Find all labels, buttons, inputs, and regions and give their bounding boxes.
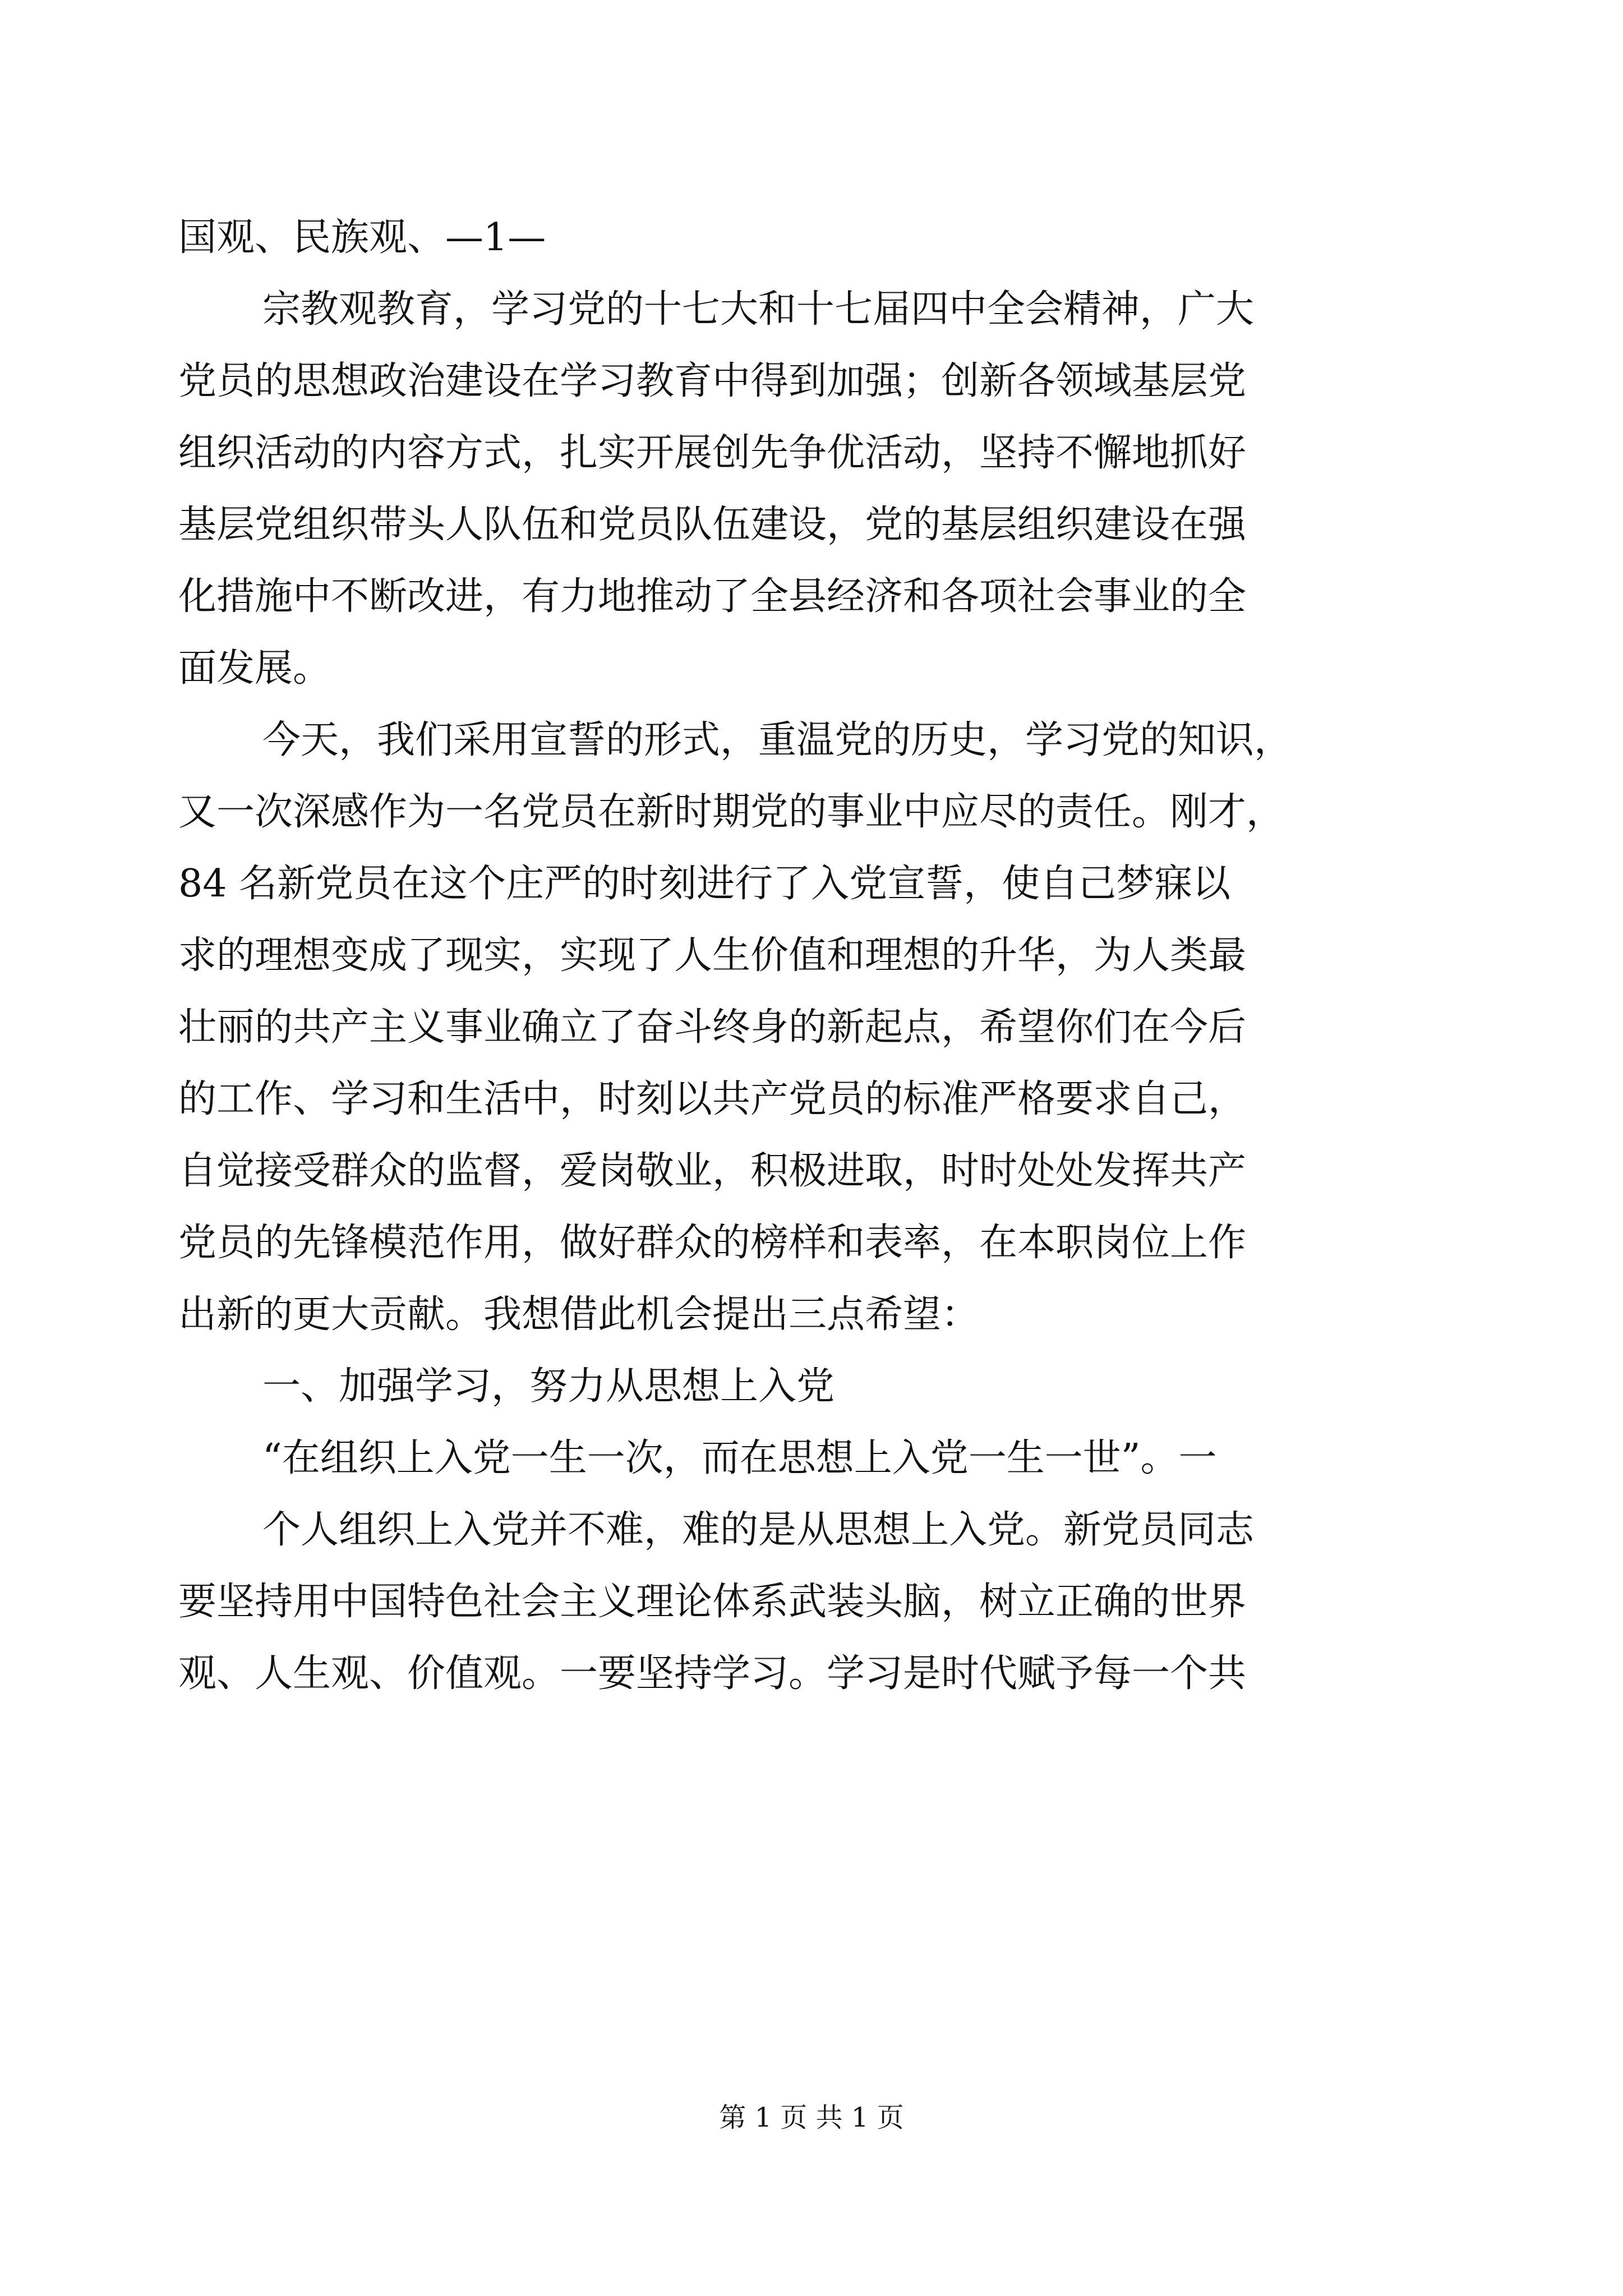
page-number: 第 1 页 共 1 页 (719, 2102, 904, 2133)
text-line: 组织活动的内容方式，扎实开展创先争优活动，坚持不懈地抓好 (178, 431, 1247, 475)
text-line: 自觉接受群众的监督，爱岗敬业，积极进取，时时处处发挥共产 (178, 1149, 1247, 1193)
text-line: 国观、民族观、—1— (178, 215, 546, 260)
section-heading: 一、加强学习，努力从思想上入党 (262, 1364, 835, 1409)
text-line: 党员的先锋模范作用，做好群众的榜样和表率，在本职岗位上作 (178, 1221, 1247, 1265)
text-line: 面发展。 (178, 646, 331, 691)
text-line: 党员的思想政治建设在学习教育中得到加强；创新各领域基层党 (178, 359, 1247, 403)
text-line: 的工作、学习和生活中，时刻以共产党员的标准严格要求自己， (178, 1077, 1247, 1121)
text-line: 基层党组织带头人队伍和党员队伍建设，党的基层组织建设在强 (178, 503, 1247, 547)
paragraph-start: 宗教观教育，学习党的十七大和十七届四中全会精神，广大 (262, 287, 1255, 332)
paragraph-start: “在组织上入党一生一次，而在思想上入党一生一世”。一 (262, 1436, 1217, 1480)
page-footer (0, 2101, 1623, 2134)
document-body (178, 202, 1451, 1710)
text-line: 壮丽的共产主义事业确立了奋斗终身的新起点，希望你们在今后 (178, 1005, 1247, 1050)
text-line: 又一次深感作为一名党员在新时期党的事业中应尽的责任。刚才， (178, 790, 1285, 834)
text-line: 观、人生观、价值观。一要坚持学习。学习是时代赋予每一个共 (178, 1651, 1247, 1696)
text-line: 化措施中不断改进，有力地推动了全县经济和各项社会事业的全 (178, 574, 1247, 619)
paragraph-start: 个人组织上入党并不难，难的是从思想上入党。新党员同志 (262, 1508, 1255, 1552)
text-line: 出新的更大贡献。我想借此机会提出三点希望： (178, 1292, 980, 1337)
paragraph-start: 今天，我们采用宣誓的形式，重温党的历史，学习党的知识， (262, 718, 1293, 762)
text-line: 求的理想变成了现实，实现了人生价值和理想的升华，为人类最 (178, 933, 1247, 978)
text-line: 要坚持用中国特色社会主义理论体系武装头脑，树立正确的世界 (178, 1580, 1247, 1624)
text-line: 84 名新党员在这个庄严的时刻进行了入党宣誓，使自己梦寐以 (178, 862, 1231, 906)
